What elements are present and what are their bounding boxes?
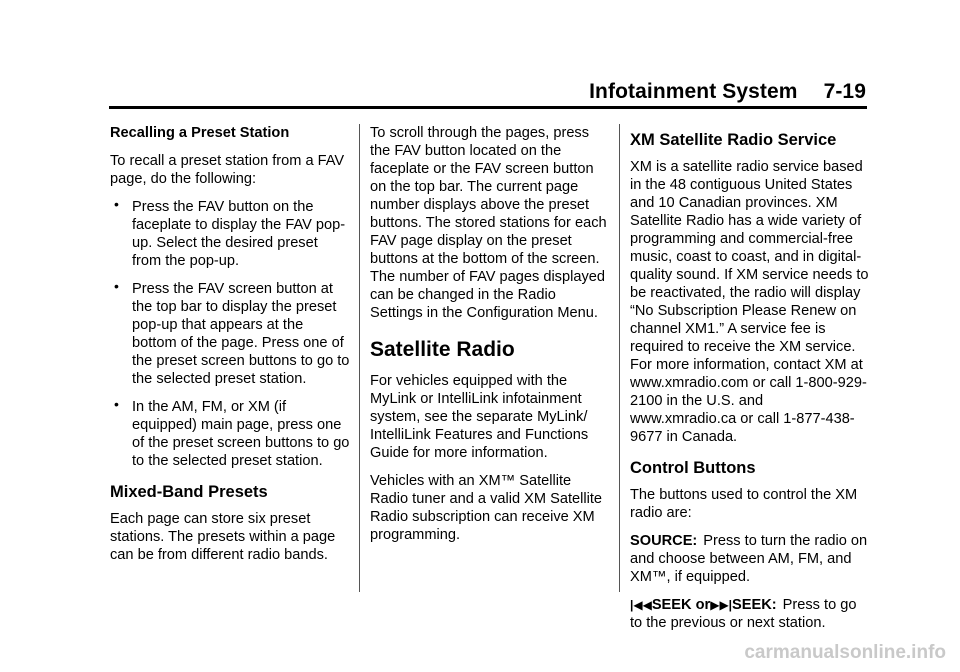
control-buttons-heading: Control Buttons	[630, 459, 756, 477]
list-item: • Press the FAV screen button at the top bar to display the preset pop-up that appears at the bottom of the page. Press one of the preset screen buttons to go to the selected preset station.	[114, 278, 350, 387]
seek-text: Press to go to the previous or next station.	[630, 597, 857, 631]
section-title: Infotainment System	[589, 80, 798, 103]
column-1	[110, 124, 350, 574]
recall-intro: To recall a preset station from a FAV page, do the following:	[110, 153, 345, 187]
header-rule	[109, 106, 867, 109]
seek-term-2: SEEK:	[732, 597, 777, 613]
page-number: 7-19	[823, 80, 866, 103]
column-2	[370, 124, 608, 554]
seek-back-icon: |◀◀	[630, 598, 652, 612]
control-buttons-intro: The buttons used to control the XM radio are:	[630, 487, 858, 521]
source-item	[630, 532, 870, 586]
xm-service-text: XM is a satellite radio service based in the 48 contiguous United States and 10 Canadian provinces. XM Satellite Radio has a wide variety of programming and commercial-free music, coast to coast, and in digital-quality sound. If XM service needs to be reactivated, the radio will display “No Subscription Please Renew on channel XM1.” A service fee is required to receive the XM service. For more information, contact XM at www.xmradio.com or call 1-800-929-2100 in the U.S. and www.xmradio.ca or call 1-877-438-9677 in Canada.	[630, 159, 869, 445]
xm-service-heading: XM Satellite Radio Service	[630, 131, 837, 149]
satellite-xm-tuner-text: Vehicles with an XM™ Satellite Radio tuner and a valid XM Satellite Radio subscription can receive XM programming.	[370, 473, 603, 543]
satellite-mylink-text: For vehicles equipped with the MyLink or IntelliLink infotainment system, see the separate MyLink/ IntelliLink Features and Functions Guide for more information.	[370, 373, 589, 461]
source-term: SOURCE:	[630, 533, 698, 549]
list-item: • In the AM, FM, or XM (if equipped) main page, press one of the preset screen buttons to go to the selected preset station.	[114, 396, 350, 469]
recall-preset-heading: Recalling a Preset Station	[110, 125, 290, 141]
list-item: • Press the FAV button on the faceplate to display the FAV pop-up. Select the desired preset from the pop-up.	[114, 196, 346, 269]
seek-term-1: SEEK or	[651, 597, 711, 613]
recall-bullet-list	[110, 198, 350, 470]
column-divider-2	[619, 124, 620, 592]
bullet-icon: •	[114, 196, 119, 212]
bullet-icon: •	[114, 278, 119, 294]
bullet-icon: •	[114, 396, 119, 412]
page-header	[589, 80, 866, 104]
scroll-pages-text: To scroll through the pages, press the FAV button located on the faceplate or the FAV screen button on the top bar. The current page number displays above the preset buttons. The stored stations for each FAV page display on the preset buttons at the bottom of the screen. The number of FAV pages displayed can be changed in the Radio Settings in the Configuration Menu.	[370, 125, 607, 321]
seek-item	[630, 596, 870, 632]
column-divider-1	[359, 124, 360, 592]
column-3	[630, 124, 870, 642]
source-text: Press to turn the radio on and choose between AM, FM, and XM™, if equipped.	[630, 533, 868, 585]
satellite-radio-heading: Satellite Radio	[370, 338, 515, 361]
mixed-band-heading: Mixed-Band Presets	[110, 483, 268, 501]
seek-forward-icon: ▶▶|	[710, 598, 733, 612]
mixed-band-text: Each page can store six preset stations. The presets within a page can be from different radio bands.	[110, 511, 336, 563]
watermark: carmanualsonline.info	[744, 642, 946, 663]
